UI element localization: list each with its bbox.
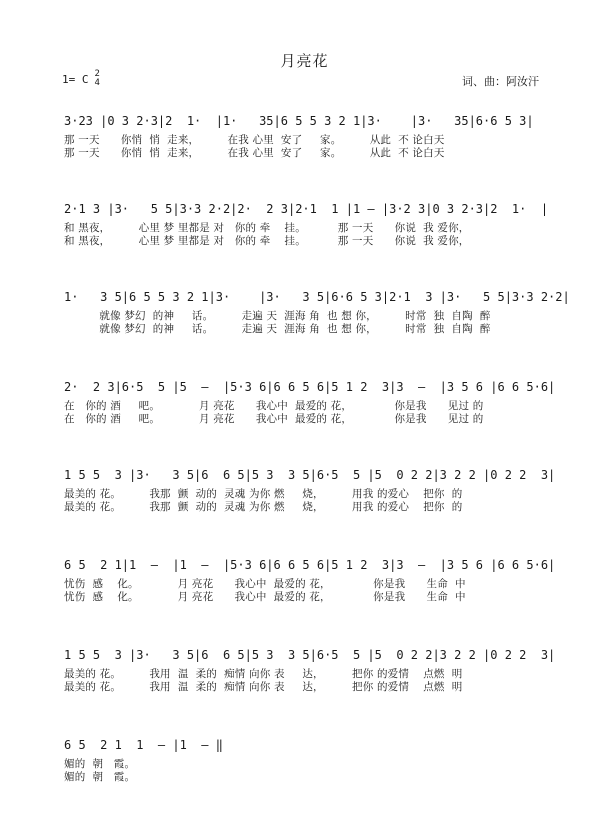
lyric-line-verse-1: 最美的 花。 我用 温 柔的 痴情 向你 表 达， 把你 的爱情 点燃 明 bbox=[64, 668, 463, 680]
music-system bbox=[64, 200, 558, 248]
notation-line: 3·23 |0 3 2·3|2 1· |1· 35|6 5 5 3 2 1|3· |3· 35|6·6 5 3| bbox=[64, 114, 534, 128]
lyric-line-verse-1: 忧伤 感 化。 月 亮花 我心中 最爱的 花， 你是我 生命 中 bbox=[64, 578, 466, 590]
time-signature-bottom: 4 bbox=[94, 78, 100, 88]
notation-line: 1 5 5 3 |3· 3 5|6 6 5|5 3 3 5|6·5 5 |5 0 2 2|3 2 2 |0 2 2 3| bbox=[64, 468, 556, 482]
song-title: 月亮花 bbox=[280, 52, 329, 70]
music-system bbox=[64, 556, 558, 604]
music-system bbox=[64, 646, 558, 694]
lyric-line-verse-2: 媚的 朝 霞。 bbox=[64, 771, 136, 783]
notation-line: 2· 2 3|6·5 5 |5 – |5·3 6|6 6 5 6|5 1 2 3|3 – |3 5 6 |6 6 5·6| bbox=[64, 380, 556, 394]
time-signature-top: 2 bbox=[94, 69, 100, 79]
key-signature bbox=[62, 70, 100, 88]
notation-line: 6 5 2 1 1 – |1 – ‖ bbox=[64, 738, 223, 752]
lyric-line-verse-2: 最美的 花。 我用 温 柔的 痴情 向你 表 达， 把你 的爱情 点燃 明 bbox=[64, 681, 463, 693]
music-system bbox=[64, 736, 558, 784]
music-system bbox=[64, 466, 558, 514]
notation-line: 2·1 3 |3· 5 5|3·3 2·2|2· 2 3|2·1 1 |1 – |3·2 3|0 3 2·3|2 1· | bbox=[64, 202, 549, 216]
credit-line: 词、曲：阿汝汗 bbox=[462, 75, 539, 88]
lyric-line-verse-1: 在 你的 酒 吧。 月 亮花 我心中 最爱的 花， 你是我 见过 的 bbox=[64, 400, 484, 412]
time-signature bbox=[95, 70, 100, 88]
lyric-line-verse-1: 媚的 朝 霞。 bbox=[64, 758, 136, 770]
music-system bbox=[64, 288, 570, 336]
key-label: 1= C bbox=[62, 72, 89, 86]
music-system bbox=[64, 112, 558, 160]
lyric-line-verse-2: 就像 梦幻 的神 话。 走遍 天 涯海 角 也 想 你， 时常 独 自陶 醉 bbox=[64, 323, 491, 335]
notation-line: 1 5 5 3 |3· 3 5|6 6 5|5 3 3 5|6·5 5 |5 0 2 2|3 2 2 |0 2 2 3| bbox=[64, 648, 556, 662]
lyric-line-verse-1: 就像 梦幻 的神 话。 走遍 天 涯海 角 也 想 你， 时常 独 自陶 醉 bbox=[64, 310, 491, 322]
music-system bbox=[64, 378, 558, 426]
lyric-line-verse-2: 最美的 花。 我那 颤 动的 灵魂 为你 燃 烧， 用我 的爱心 把你 的 bbox=[64, 501, 463, 513]
notation-line: 6 5 2 1|1 – |1 – |5·3 6|6 6 5 6|5 1 2 3|3 – |3 5 6 |6 6 5·6| bbox=[64, 558, 556, 572]
notation-line: 1· 3 5|6 5 5 3 2 1|3· |3· 3 5|6·6 5 3|2·1 3 |3· 5 5|3·3 2·2| bbox=[64, 290, 570, 304]
lyric-line-verse-1: 那 一天 你悄 悄 走来， 在我 心里 安了 家。 从此 不 论白天 bbox=[64, 134, 445, 146]
lyric-line-verse-2: 忧伤 感 化。 月 亮花 我心中 最爱的 花， 你是我 生命 中 bbox=[64, 591, 466, 603]
lyric-line-verse-1: 和 黑夜， 心里 梦 里都是 对 你的 牵 挂。 那 一天 你说 我 爱你， bbox=[64, 222, 470, 234]
lyric-line-verse-2: 和 黑夜， 心里 梦 里都是 对 你的 牵 挂。 那 一天 你说 我 爱你， bbox=[64, 235, 470, 247]
lyric-line-verse-2: 在 你的 酒 吧。 月 亮花 我心中 最爱的 花， 你是我 见过 的 bbox=[64, 413, 484, 425]
lyric-line-verse-2: 那 一天 你悄 悄 走来， 在我 心里 安了 家。 从此 不 论白天 bbox=[64, 147, 445, 159]
lyric-line-verse-1: 最美的 花。 我那 颤 动的 灵魂 为你 燃 烧， 用我 的爱心 把你 的 bbox=[64, 488, 463, 500]
